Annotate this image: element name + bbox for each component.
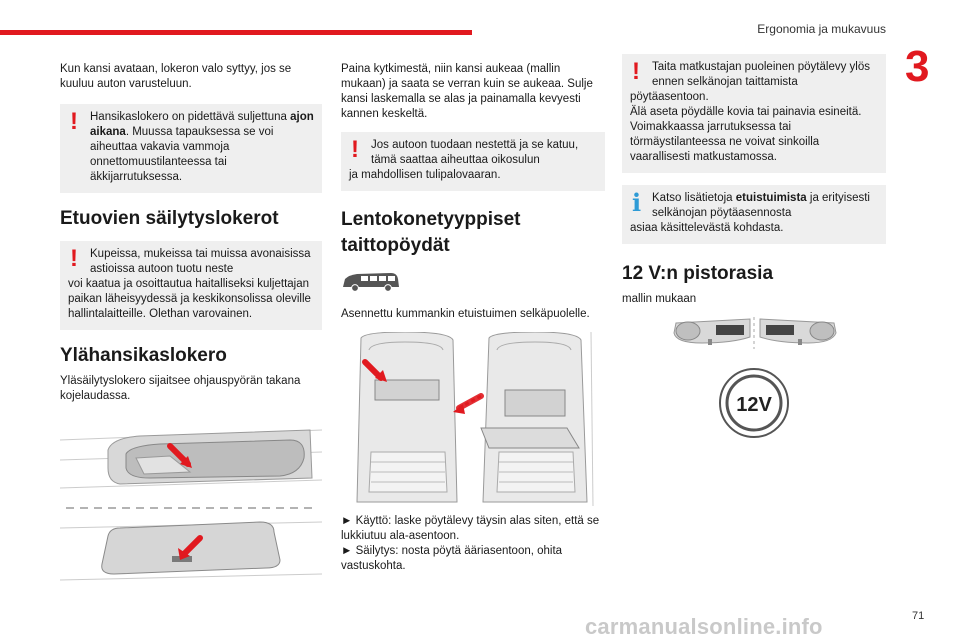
warning-text-rest: voi kaatua ja osoittautua haitalliseksi kuljettajan paikan läheisyydessä ja keskikonsolissa oleville hallintalaitteille. Olethan varovainen. bbox=[68, 278, 311, 320]
info-box-seats bbox=[622, 185, 886, 244]
chapter-number: 3 bbox=[905, 42, 930, 91]
watermark: carmanualsonline.info bbox=[585, 614, 823, 639]
info-text-post: ja erityisesti selkänojan pöytäasennosta bbox=[652, 192, 870, 219]
warning-bold-text: ajon aikana bbox=[90, 111, 314, 138]
warning-box-glovebox bbox=[60, 104, 322, 193]
page-number: 71 bbox=[912, 610, 925, 622]
heading-upper-glovebox: Ylähansikaslokero bbox=[60, 345, 227, 366]
heading-folding-tables bbox=[341, 207, 605, 259]
column-left bbox=[60, 62, 322, 598]
upper-glovebox-text: Yläsäilytyslokero sijaitsee ohjauspyörän takana kojelaudassa. bbox=[60, 375, 301, 402]
header-accent-bar bbox=[0, 30, 472, 35]
warning-box-table-fold bbox=[622, 54, 886, 173]
bullet-storage: ► Säilytys: nosta pöytä ääriasentoon, ohita vastuskohta. bbox=[341, 545, 563, 572]
bullet-use: ► Käyttö: laske pöytälevy täysin alas siten, että se lukkiutuu ala-asentoon. bbox=[341, 515, 600, 542]
tables-location-text: Asennettu kummankin etuistuimen selkäpuolelle. bbox=[341, 308, 590, 320]
socket-illustration bbox=[622, 315, 886, 443]
warning-box-short-circuit bbox=[341, 132, 605, 191]
upper-glovebox-illustration bbox=[60, 418, 322, 598]
info-text-rest: asiaa käsittelevästä kohdasta. bbox=[630, 222, 784, 234]
folding-table-illustration bbox=[341, 332, 603, 506]
heading-12v-socket: 12 V:n pistorasia bbox=[622, 263, 774, 284]
info-bold-text: etuistuimista bbox=[735, 192, 807, 204]
warning-icon: ! bbox=[70, 108, 78, 135]
glovebox-light-text: Kun kansi avataan, lokeron valo syttyy, jos se kuuluu auton varusteluun. bbox=[60, 63, 292, 90]
column-right bbox=[622, 58, 886, 443]
warning-text-rest: ja mahdollisen tulipalovaaran. bbox=[349, 169, 501, 181]
info-icon: i bbox=[632, 188, 642, 217]
heading-line-2: taittopöydät bbox=[341, 235, 450, 256]
warning-text: Kupeissa, mukeissa tai muissa avonaisissa astioissa autoon tuotu neste bbox=[90, 248, 311, 275]
heading-door-pockets: Etuovien säilytyslokerot bbox=[60, 208, 279, 229]
warning-icon: ! bbox=[351, 136, 359, 163]
warning-box-liquids bbox=[60, 241, 322, 330]
section-title: Ergonomia ja mukavuus bbox=[757, 22, 886, 36]
warning-text-rest: pöytäasentoon. Älä aseta pöydälle kovia tai painavia esineitä. Voimakkaassa jarrutuksessa tai törmäystilanteessa ne voivat sinkoilla vaarallisesti matkustamossa. bbox=[630, 91, 862, 163]
warning-icon: ! bbox=[632, 58, 640, 85]
heading-line-1: Lentokonetyyppiset bbox=[341, 209, 521, 230]
warning-text: Jos autoon tuodaan nestettä ja se katuu, tämä saattaa aiheuttaa oikosulun bbox=[371, 139, 579, 166]
warning-text-rest: . Muussa tapauksessa se voi aiheuttaa vakavia vammoja onnettomuustilanteessa tai äkkijarrutuksessa. bbox=[90, 126, 274, 183]
warning-icon: ! bbox=[70, 245, 78, 272]
model-dependent-text: mallin mukaan bbox=[622, 293, 697, 305]
warning-text: Hansikaslokero on pidettävä suljettuna bbox=[90, 111, 287, 123]
van-silhouette-icon bbox=[341, 271, 401, 293]
socket-label: 12V bbox=[736, 394, 772, 416]
warning-text: Taita matkustajan puoleinen pöytälevy ylös ennen selkänojan taittamista bbox=[652, 61, 870, 88]
lid-instructions-text: Paina kytkimestä, niin kansi aukeaa (mallin mukaan) ja saata se verran kuin se aukeaa. Sulje kansi laskemalla se alas ja painamalla kevyesti kannen keskeltä. bbox=[341, 63, 593, 120]
column-middle bbox=[341, 62, 605, 574]
info-text: Katso lisätietoja bbox=[652, 192, 733, 204]
